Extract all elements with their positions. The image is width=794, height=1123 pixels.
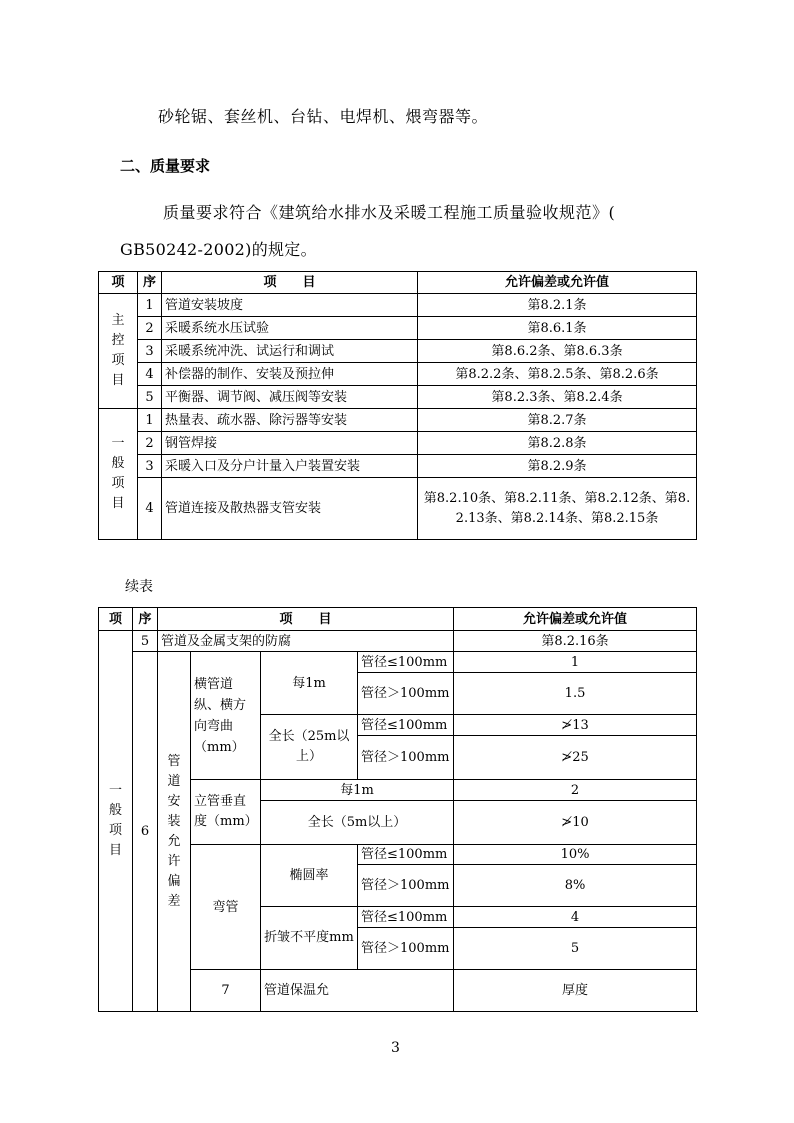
diameter-large: 管径＞100mm <box>358 928 454 970</box>
seq-cell: 5 <box>138 386 162 409</box>
value-cell: 10% <box>454 845 697 865</box>
vertical-pipe-label: 立管垂直度（mm） <box>191 780 261 845</box>
value-cell: 1.5 <box>454 673 697 715</box>
seq-cell: 1 <box>138 294 162 317</box>
per-meter-label: 每1m <box>261 652 358 715</box>
quality-paragraph-line1: 质量要求符合《建筑给水排水及采暖工程施工质量验收规范》( <box>163 203 616 222</box>
header-value: 允许偏差或允许值 <box>454 608 697 631</box>
inspection-table-1 <box>98 271 697 540</box>
vertical-per-meter: 每1m <box>261 780 454 801</box>
value-cell: 第8.2.7条 <box>418 409 697 432</box>
value-cell: 第8.2.3条、第8.2.4条 <box>418 386 697 409</box>
item-cell: 热量表、疏水器、除污器等安装 <box>162 409 418 432</box>
seq-cell: 2 <box>138 317 162 340</box>
full-length-label: 全长（25m以上） <box>261 715 358 780</box>
value-cell: 1 <box>454 652 697 673</box>
value-cell: ≯13 <box>454 715 697 736</box>
diameter-small: 管径≤100mm <box>358 907 454 928</box>
insulation-label: 管道保温允 <box>261 970 454 1012</box>
seq-cell: 3 <box>138 340 162 363</box>
value-cell: 5 <box>454 928 697 970</box>
diameter-large: 管径＞100mm <box>358 865 454 907</box>
item-cell: 管道及金属支架的防腐 <box>158 631 454 652</box>
seq-cell: 5 <box>133 631 158 652</box>
diameter-small: 管径≤100mm <box>358 845 454 865</box>
seq-cell: 2 <box>138 432 162 455</box>
value-cell: 第8.2.9条 <box>418 455 697 478</box>
item-cell: 平衡器、调节阀、减压阀等安装 <box>162 386 418 409</box>
seq-cell: 7 <box>191 970 261 1012</box>
item-cell: 钢管焊接 <box>162 432 418 455</box>
header-item: 项 目 <box>162 272 418 294</box>
thickness-label: 厚度 <box>454 970 697 1012</box>
value-cell: 第8.6.2条、第8.6.3条 <box>418 340 697 363</box>
horizontal-pipe-label: 横管道纵、横方向弯曲（mm） <box>191 652 261 780</box>
item-cell: 采暖入口及分户计量入户装置安装 <box>162 455 418 478</box>
vertical-full-length: 全长（5m以上） <box>261 801 454 845</box>
value-cell: 第8.2.16条 <box>454 631 697 652</box>
seq-cell: 4 <box>138 478 162 540</box>
diameter-small: 管径≤100mm <box>358 652 454 673</box>
header-category: 项 <box>99 272 138 294</box>
value-cell: ≯10 <box>454 801 697 845</box>
item-cell: 采暖系统水压试验 <box>162 317 418 340</box>
group-general: 一 般 项 目 <box>99 631 133 1012</box>
value-cell: 第8.2.8条 <box>418 432 697 455</box>
value-cell: 第8.6.1条 <box>418 317 697 340</box>
value-cell: 8% <box>454 865 697 907</box>
header-category: 项 <box>99 608 133 631</box>
diameter-large: 管径＞100mm <box>358 736 454 780</box>
header-seq: 序 <box>138 272 162 294</box>
section-heading: 二、质量要求 <box>120 157 211 175</box>
group-general: 一 般 项 目 <box>99 409 138 540</box>
header-seq: 序 <box>133 608 158 631</box>
value-cell: ≯25 <box>454 736 697 780</box>
seq-cell: 3 <box>138 455 162 478</box>
bend-pipe-label: 弯管 <box>191 845 261 970</box>
wrinkle-label: 折皱不平度mm <box>261 907 358 970</box>
inspection-table-2 <box>98 607 697 1012</box>
header-value: 允许偏差或允许值 <box>418 272 697 294</box>
seq-cell: 1 <box>138 409 162 432</box>
value-cell: 第8.2.2条、第8.2.5条、第8.2.6条 <box>418 363 697 386</box>
page-number: 3 <box>391 1040 400 1056</box>
diameter-large: 管径＞100mm <box>358 673 454 715</box>
value-cell: 4 <box>454 907 697 928</box>
continued-label: 续表 <box>125 579 153 595</box>
ellipse-label: 椭圆率 <box>261 845 358 907</box>
group-main-control: 主 控 项 目 <box>99 294 138 409</box>
seq-cell: 6 <box>133 652 158 1012</box>
item-cell: 管道连接及散热器支管安装 <box>162 478 418 540</box>
diameter-small: 管径≤100mm <box>358 715 454 736</box>
tools-paragraph: 砂轮锯、套丝机、台钻、电焊机、煨弯器等。 <box>158 107 489 126</box>
item-cell: 补偿器的制作、安装及预拉伸 <box>162 363 418 386</box>
install-deviation-label: 管 道 安 装 允 许 偏 差 <box>158 652 191 1012</box>
quality-paragraph-line2: GB50242-2002)的规定。 <box>120 240 317 259</box>
item-cell: 采暖系统冲洗、试运行和调试 <box>162 340 418 363</box>
seq-cell: 4 <box>138 363 162 386</box>
header-item: 项 目 <box>158 608 454 631</box>
value-cell: 第8.2.10条、第8.2.11条、第8.2.12条、第8.2.13条、第8.2.14条、第8.2.15条 <box>418 478 697 540</box>
value-cell: 第8.2.1条 <box>418 294 697 317</box>
item-cell: 管道安装坡度 <box>162 294 418 317</box>
value-cell: 2 <box>454 780 697 801</box>
